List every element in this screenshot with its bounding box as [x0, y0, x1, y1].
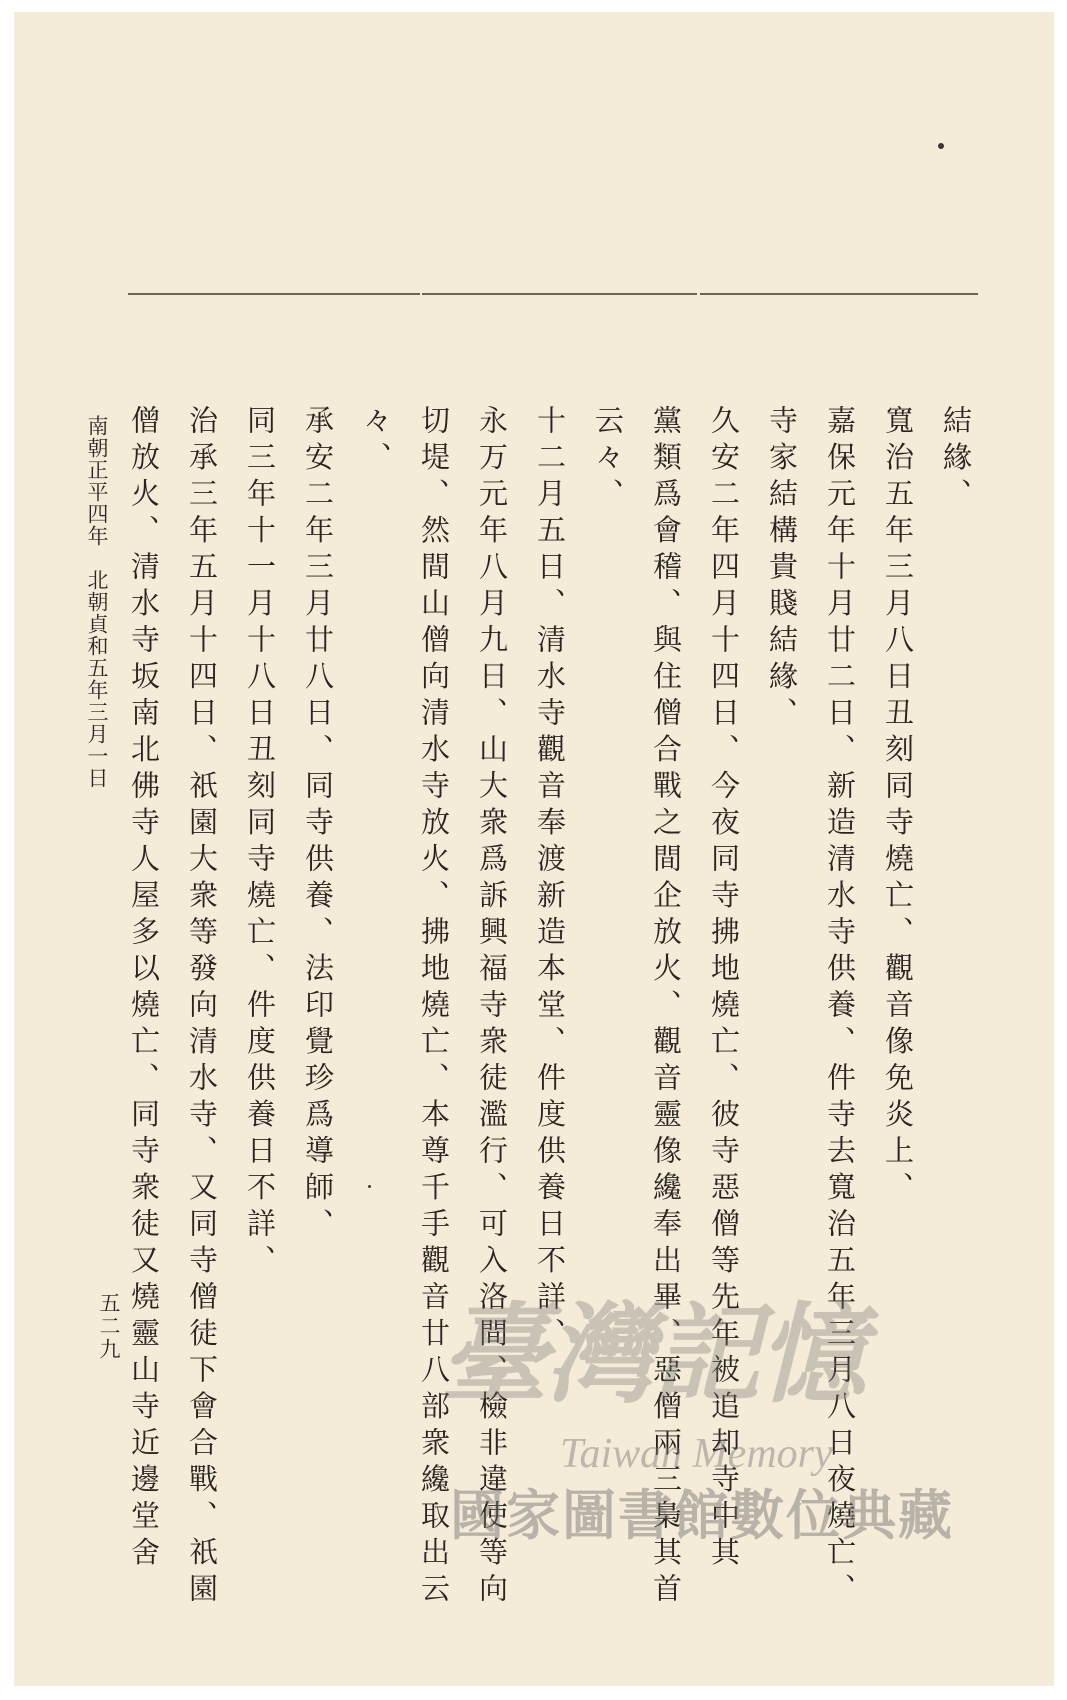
text-column: 結緣、: [939, 405, 973, 515]
watermark-title: 臺灣記憶: [440, 1292, 865, 1418]
watermark: [440, 1268, 1000, 1547]
text-column: 寬治五年三月八日丑刻同寺燒亡、觀音像免炎上、: [881, 405, 915, 1208]
text-column: 久安二年四月十四日、今夜同寺拂地燒亡、彼寺惡僧等先年被追却寺中其: [707, 405, 741, 1573]
text-column: 僧放火、清水寺坂南北佛寺人屋多以燒亡、同寺衆徒又燒靈山寺近邊堂舍: [127, 405, 161, 1573]
text-column: 永万元年八月九日、山大衆爲訴興福寺衆徒濫行、可入洛間、檢非違使等向: [475, 405, 509, 1610]
text-column: 嘉保元年十月廿二日、新造清水寺供養、件寺去寬治五年三月八日夜燒亡、: [823, 405, 857, 1610]
ink-speck: [368, 1185, 371, 1188]
running-header: 南朝正平四年 北朝貞和五年三月一日: [85, 415, 109, 789]
watermark-english: Taiwan Memory: [560, 1431, 833, 1477]
page-number: 五二九: [97, 1292, 121, 1361]
text-column: 治承三年五月十四日、祇園大衆等發向清水寺、又同寺僧徒下會合戰、祇園: [185, 405, 219, 1610]
text-column: 切堤、然間山僧向清水寺放火、拂地燒亡、本尊千手觀音廿八部衆纔取出云: [417, 405, 451, 1610]
text-column: 云々、: [591, 405, 625, 515]
text-column: 同三年十一月十八日丑刻同寺燒亡、件度供養日不詳、: [243, 405, 277, 1281]
text-column: 々、: [359, 405, 393, 478]
ink-speck: [938, 143, 944, 149]
text-column: 寺家結構貴賤結緣、: [765, 405, 799, 734]
watermark-subtitle: 國家圖書館數位典藏: [450, 1484, 954, 1547]
text-column: 十二月五日、清水寺觀音奉渡新造本堂、件度供養日不詳、: [533, 405, 567, 1354]
text-column: 黨類爲會稽、與住僧合戰之間企放火、觀音靈像纔奉出畢、惡僧兩三梟其首: [649, 405, 683, 1610]
divider-rule: [422, 293, 697, 295]
divider-rule: [128, 293, 420, 295]
divider-rule: [700, 293, 978, 295]
text-column: 承安二年三月廿八日、同寺供養、法印覺珍爲導師、: [301, 405, 335, 1245]
